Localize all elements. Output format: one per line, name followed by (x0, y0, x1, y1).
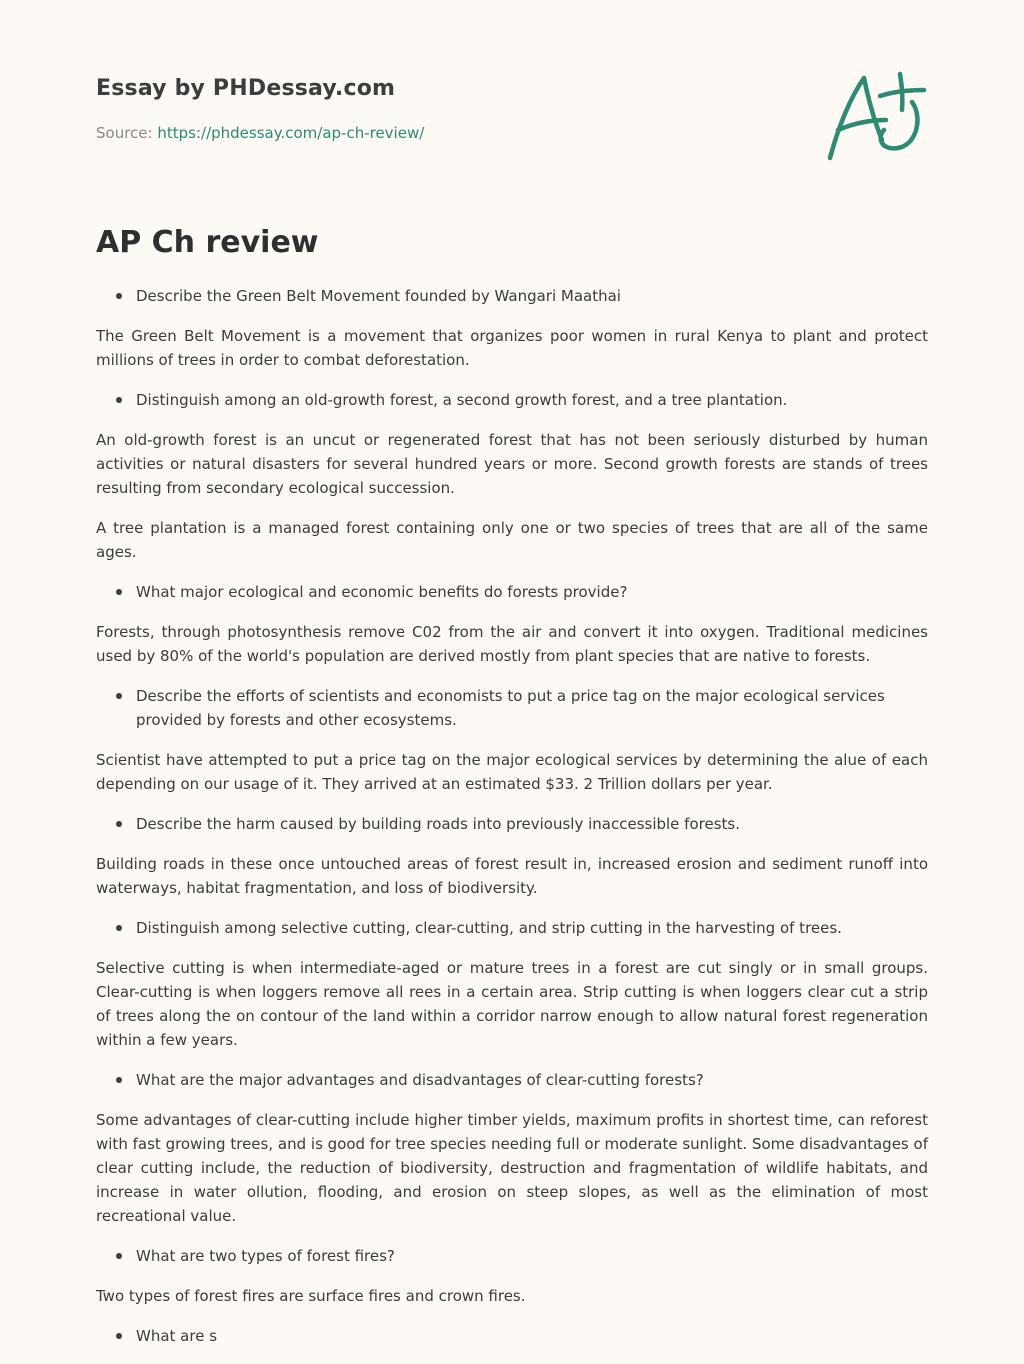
answer-paragraph: Two types of forest fires are surface fires and crown fires. (96, 1287, 526, 1305)
answer-paragraph: A tree plantation is a managed forest containing only one or two species of trees that are all of the same ages. (96, 519, 928, 561)
question-bullet: What major ecological and economic benefits do forests provide? (96, 580, 928, 604)
question-bullet: What are the major advantages and disadvantages of clear-cutting forests? (96, 1068, 928, 1092)
answer-paragraph: An old-growth forest is an uncut or regenerated forest that has not been seriously disturbed by human activities or natural disasters for several hundred years or more. Second growth forests are stands of trees resulting from secondary ecological succession. (96, 431, 928, 497)
answer-paragraph: Some advantages of clear-cutting include higher timber yields, maximum profits in shortest time, can reforest with fast growing trees, and is good for tree species needing full or moderate sunlight. Some disadvantages of clear cutting include, the reduction of biodiversity, destruction and fragmentation of wildlife habitats, and increase in water ollution, flooding, and erosion on steep slopes, as well as the elimination of most recreational value. (96, 1111, 928, 1225)
answer-paragraph: Forests, through photosynthesis remove C02 from the air and convert it into oxygen. Traditional medicines used by 80% of the world's population are derived mostly from plant species that are native to forests. (96, 623, 928, 665)
source-link[interactable]: https://phdessay.com/ap-ch-review/ (157, 124, 425, 142)
answer-paragraph: Scientist have attempted to put a price tag on the major ecological services by determining the alue of each depending on our usage of it. They arrived at an estimated $33. 2 Trillion dollars per year. (96, 751, 928, 793)
question-bullet: Distinguish among selective cutting, clear-cutting, and strip cutting in the harvesting of trees. (96, 916, 928, 940)
question-bullet: What are two types of forest fires? (96, 1244, 928, 1268)
answer-paragraph: Selective cutting is when intermediate-aged or mature trees in a forest are cut singly or in small groups. Clear-cutting is when loggers remove all rees in a certain area. Strip cutting is when loggers clear cut a strip of trees along the on contour of the land within a corridor narrow enough to allow natural forest regeneration within a few years. (96, 959, 928, 1049)
source-line (96, 124, 424, 142)
question-bullet: Describe the Green Belt Movement founded by Wangari Maathai (96, 284, 928, 308)
a-plus-logo-icon (824, 68, 928, 164)
question-bullet: What are s (96, 1324, 928, 1348)
site-title: Essay by PHDessay.com (96, 76, 396, 101)
question-bullet: Describe the harm caused by building roads into previously inaccessible forests. (96, 812, 928, 836)
question-bullet: Describe the efforts of scientists and economists to put a price tag on the major ecological services provided by forests and other ecosystems. (96, 684, 928, 732)
answer-paragraph: The Green Belt Movement is a movement that organizes poor women in rural Kenya to plant and protect millions of trees in order to combat deforestation. (96, 327, 928, 369)
question-bullet: Distinguish among an old-growth forest, a second growth forest, and a tree plantation. (96, 388, 928, 412)
answer-paragraph: Building roads in these once untouched areas of forest result in, increased erosion and sediment runoff into waterways, habitat fragmentation, and loss of biodiversity. (96, 855, 928, 897)
essay-title: AP Ch review (96, 225, 319, 260)
essay-content (96, 284, 928, 1364)
source-label: Source: (96, 124, 153, 142)
